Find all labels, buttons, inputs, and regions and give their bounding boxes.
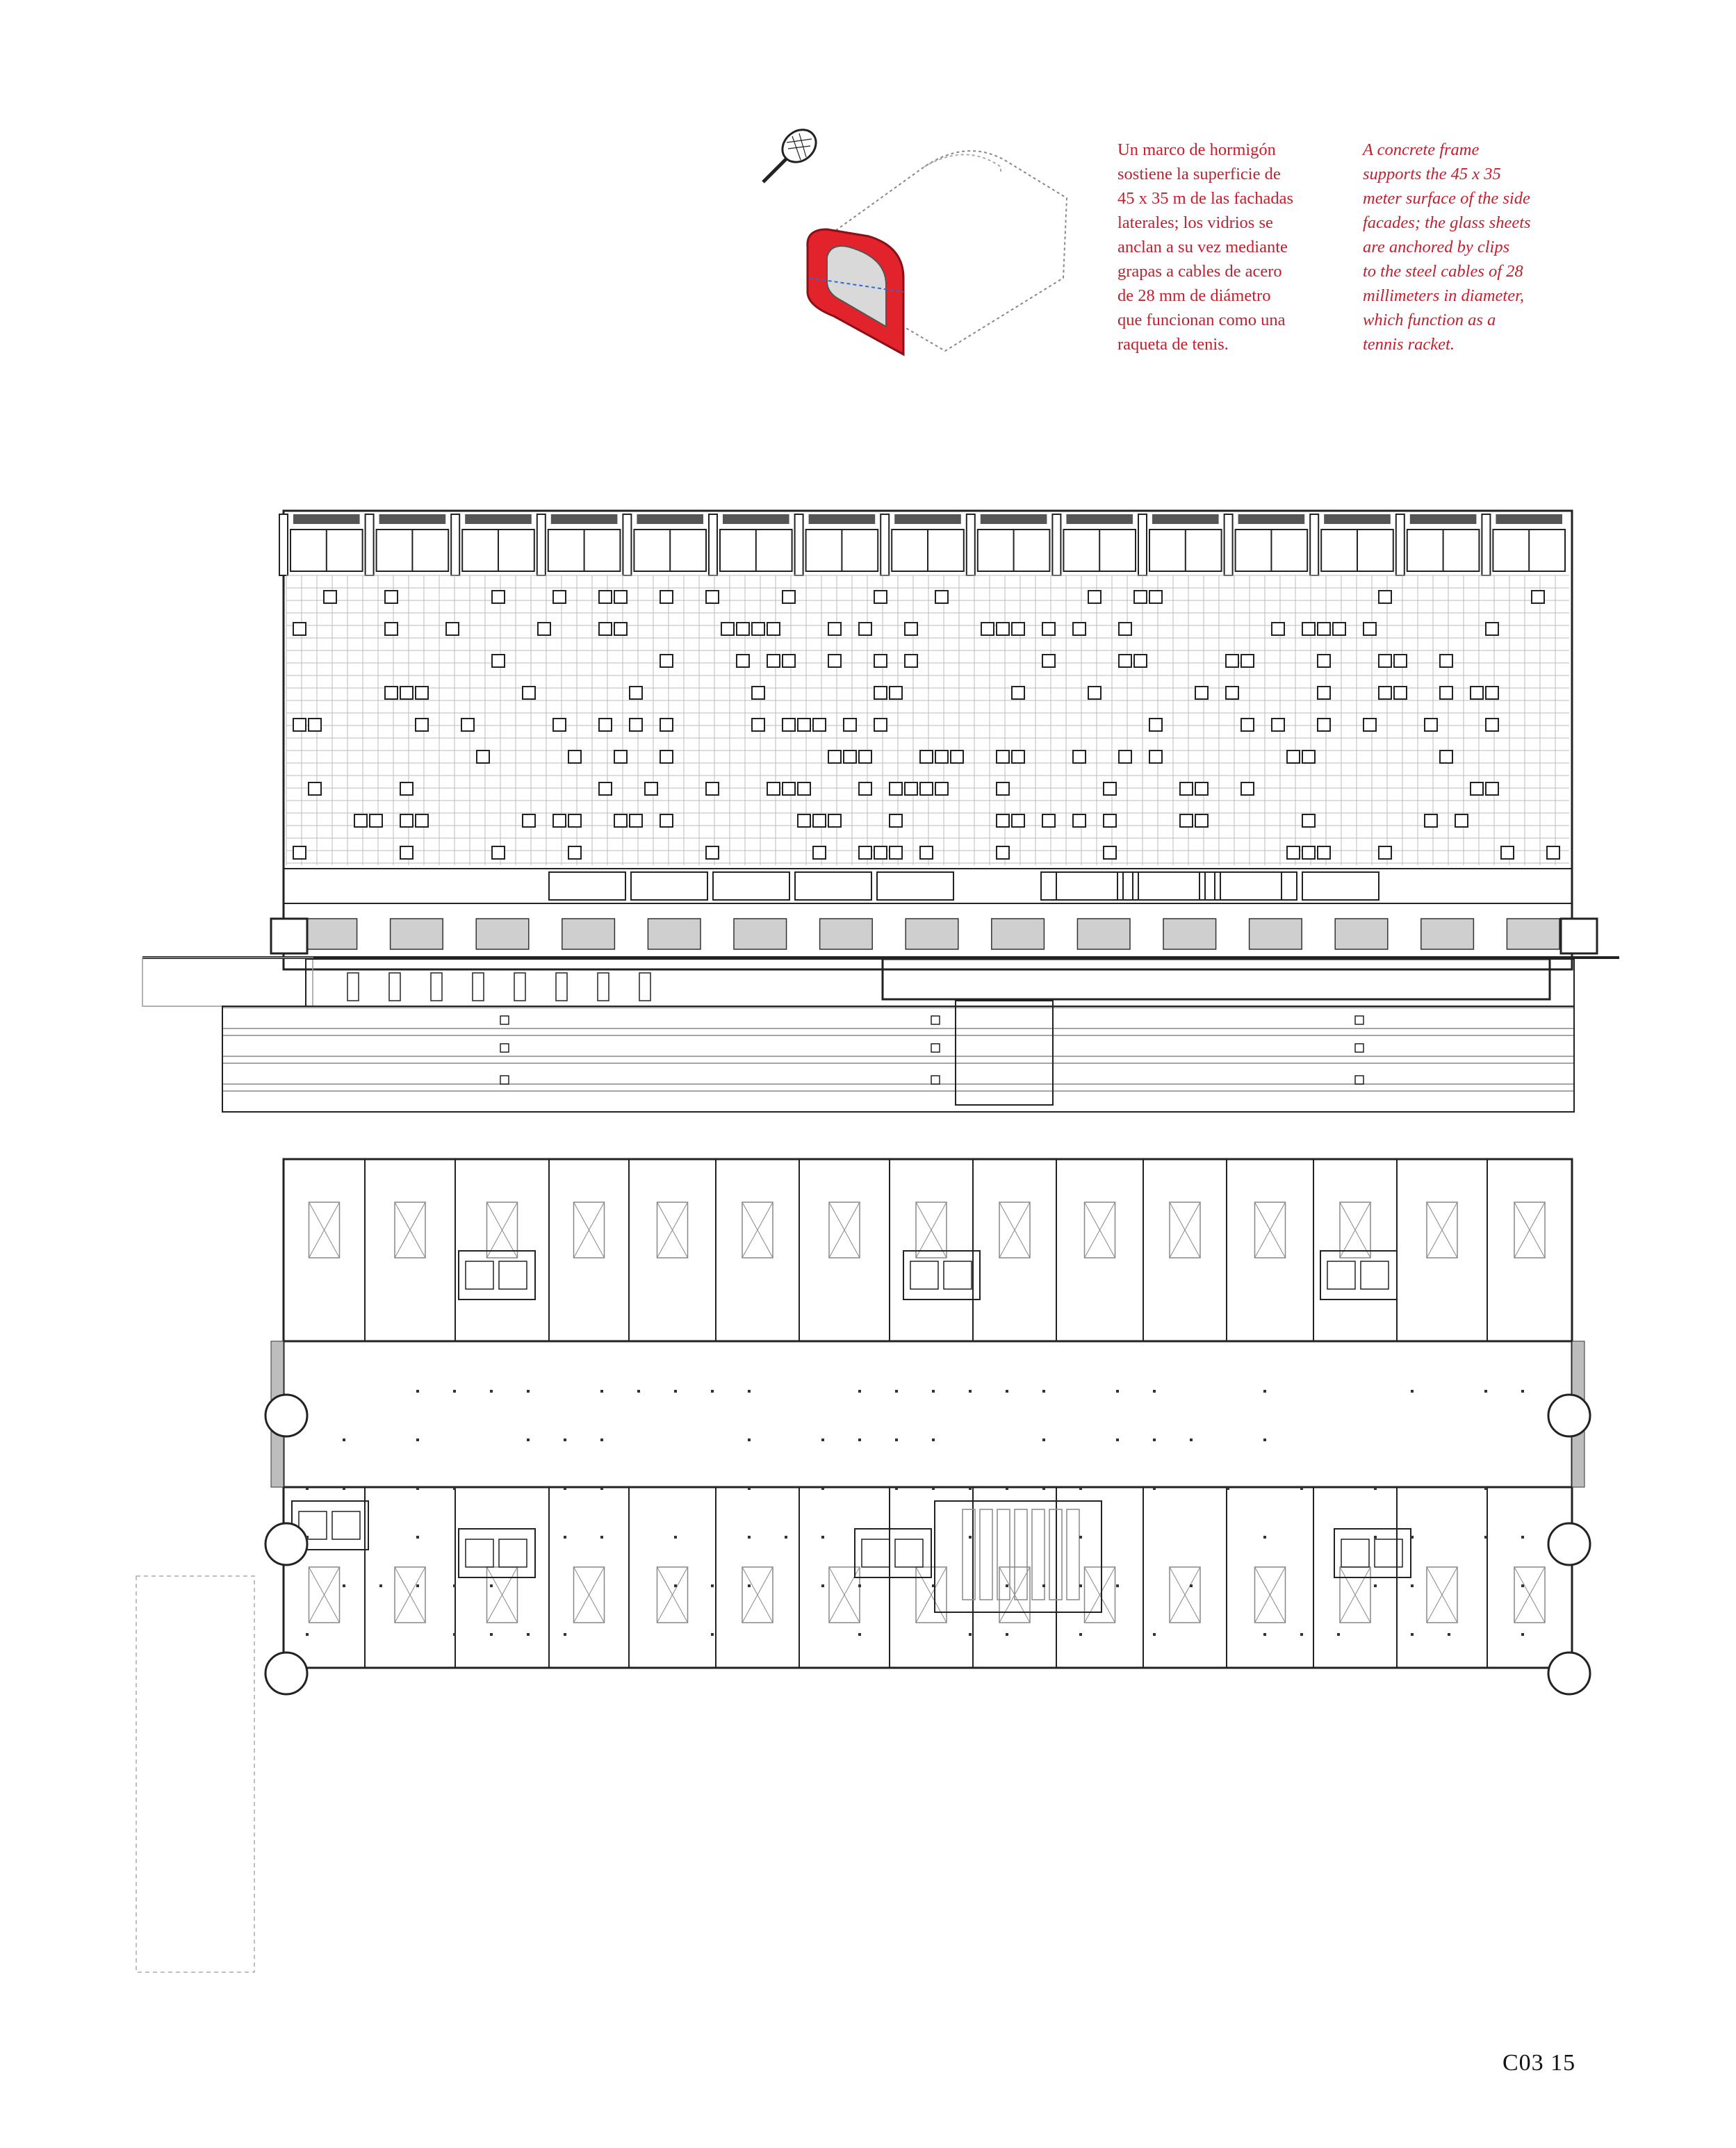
page-number: C03 15: [1502, 2050, 1576, 2076]
caption-english: A concrete frame supports the 45 x 35 meter surface of the side facades; the glass sheets are anchored by clips to the steel cables of 28 millimeters in diameter, which function as a tennis racket.: [1363, 140, 1531, 354]
floor-plan: [136, 1159, 1590, 1972]
facade-elevation: [142, 511, 1619, 1112]
axonometric-volume-diagram: [808, 151, 1067, 354]
caption-spanish: Un marco de hormigón sostiene la superficie de 45 x 35 m de las fachadas laterales; los vidrios se anclan a su vez mediante grapas a cables de acero de 28 mm de diámetro que funcionan como una raqueta de tenis.: [1117, 140, 1294, 354]
tennis-racket-icon: [763, 123, 822, 182]
